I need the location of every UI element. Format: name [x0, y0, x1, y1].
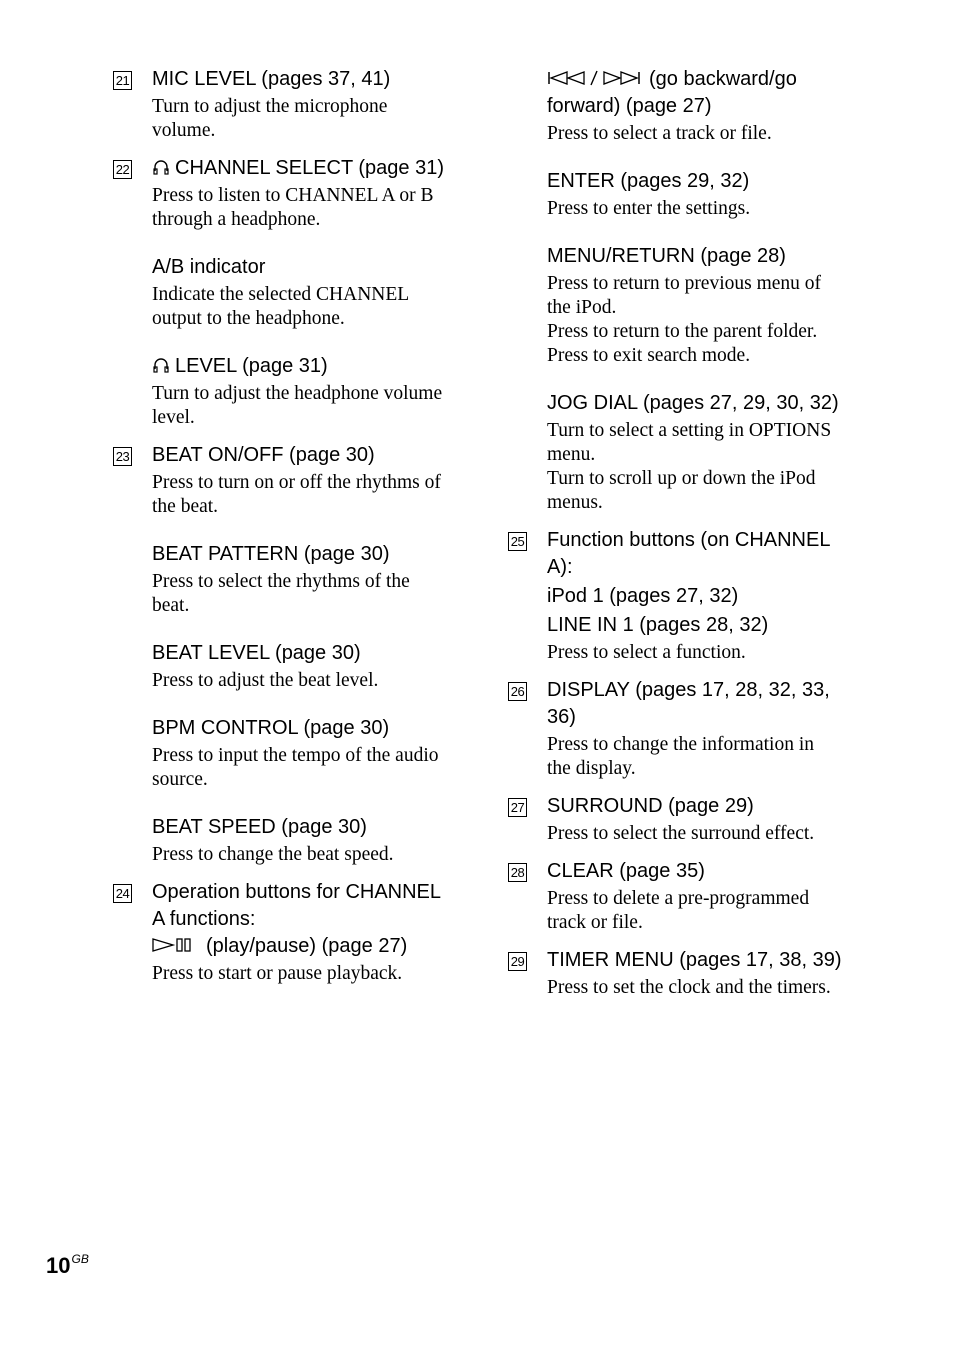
entry-description: Press to start or pause playback. — [152, 963, 403, 984]
item-number-badge: 22 — [113, 160, 132, 179]
entry-channel-select — [113, 155, 473, 430]
entry-description: Turn to adjust the headphone volume level. — [152, 383, 443, 428]
sub-entry-headphone-level — [152, 353, 473, 430]
skip-back-forward-icon — [547, 69, 643, 87]
page-number-value: 10 — [46, 1253, 71, 1278]
entry-heading: CHANNEL SELECT (page 31) — [152, 155, 473, 182]
entry-heading: TIMER MENU (pages 17, 38, 39) — [547, 949, 842, 971]
entry-beat-on-off — [113, 442, 473, 867]
entry-heading: (play/pause) (page 27) — [152, 933, 473, 960]
entry-description: Press to change the beat speed. — [152, 844, 394, 865]
page-number-suffix: GB — [71, 1252, 89, 1266]
entry-description: Press to turn on or off the rhythms of the beat. — [152, 472, 441, 517]
sub-entry-jog-dial — [547, 390, 868, 515]
headphone-icon — [152, 158, 170, 176]
entry-heading: BEAT ON/OFF (page 30) — [152, 444, 375, 466]
entry-description: Press to input the tempo of the audio source. — [152, 745, 439, 790]
headphone-icon — [152, 356, 170, 374]
entry-description: Press to return to previous menu of the iPod. Press to return to the parent folder. Press to exit search mode. — [547, 273, 822, 366]
sub-entry-bpm-control — [152, 715, 473, 792]
entry-description: Press to enter the settings. — [547, 198, 751, 219]
entry-description: Press to select the surround effect. — [547, 823, 815, 844]
item-number-badge: 21 — [113, 71, 132, 90]
sub-entry-ab-indicator — [152, 254, 473, 331]
entry-description: Press to select a function. — [547, 642, 746, 663]
right-column — [508, 66, 868, 1000]
entry-heading: BEAT PATTERN (page 30) — [152, 543, 390, 565]
entry-description: Press to select a track or file. — [547, 123, 772, 144]
entry-heading: SURROUND (page 29) — [547, 795, 754, 817]
sub-entry-beat-pattern — [152, 541, 473, 618]
entry-heading: Operation buttons for CHANNEL A functions: — [152, 881, 442, 930]
item-number-badge: 23 — [113, 447, 132, 466]
entry-description: Press to change the information in the display. — [547, 734, 814, 779]
entry-description: Press to adjust the beat level. — [152, 670, 379, 691]
entry-heading: LEVEL (page 31) — [152, 353, 473, 380]
entry-heading: MIC LEVEL (pages 37, 41) — [152, 68, 391, 90]
entry-description: Press to delete a pre-programmed track or file. — [547, 888, 810, 933]
entry-heading: MENU/RETURN (page 28) — [547, 245, 786, 267]
sub-entry-beat-speed — [152, 814, 473, 867]
entry-display — [508, 677, 868, 781]
entry-description: Turn to select a setting in OPTIONS menu. Turn to scroll up or down the iPod menus. — [547, 420, 832, 513]
entry-timer-menu — [508, 947, 868, 1000]
entry-operation-buttons — [113, 879, 473, 986]
entry-heading: Function buttons (on CHANNEL A): — [547, 529, 831, 578]
entry-heading: A/B indicator — [152, 256, 266, 278]
left-column — [113, 66, 473, 986]
entry-heading: LINE IN 1 (pages 28, 32) — [547, 614, 769, 636]
entry-heading: ENTER (pages 29, 32) — [547, 170, 750, 192]
entry-description: Press to listen to CHANNEL A or B through a headphone. — [152, 185, 434, 230]
entry-heading: BEAT SPEED (page 30) — [152, 816, 367, 838]
item-number-badge: 24 — [113, 884, 132, 903]
entry-clear — [508, 858, 868, 935]
play-pause-icon — [152, 936, 200, 954]
entry-heading: JOG DIAL (pages 27, 29, 30, 32) — [547, 392, 839, 414]
sub-entry-menu-return — [547, 243, 868, 368]
entry-heading: BEAT LEVEL (page 30) — [152, 642, 361, 664]
entry-heading: BPM CONTROL (page 30) — [152, 717, 390, 739]
entry-description: Press to set the clock and the timers. — [547, 977, 831, 998]
entry-mic-level — [113, 66, 473, 143]
entry-heading: DISPLAY (pages 17, 28, 32, 33, 36) — [547, 679, 830, 728]
entry-heading: (go backward/go forward) (page 27) — [547, 68, 797, 117]
sub-entry-enter — [547, 168, 868, 221]
page-number — [46, 1252, 89, 1279]
entry-surround — [508, 793, 868, 846]
entry-function-buttons — [508, 527, 868, 665]
entry-go-backward-forward — [508, 66, 868, 515]
item-number-badge: 26 — [508, 682, 527, 701]
sub-entry-beat-level — [152, 640, 473, 693]
entry-description: Indicate the selected CHANNEL output to the headphone. — [152, 284, 410, 329]
item-number-badge: 27 — [508, 798, 527, 817]
entry-heading: iPod 1 (pages 27, 32) — [547, 585, 739, 607]
item-number-badge: 29 — [508, 952, 527, 971]
entry-description: Turn to adjust the microphone volume. — [152, 96, 388, 141]
entry-description: Press to select the rhythms of the beat. — [152, 571, 410, 616]
item-number-badge: 28 — [508, 863, 527, 882]
item-number-badge: 25 — [508, 532, 527, 551]
entry-heading: CLEAR (page 35) — [547, 860, 705, 882]
